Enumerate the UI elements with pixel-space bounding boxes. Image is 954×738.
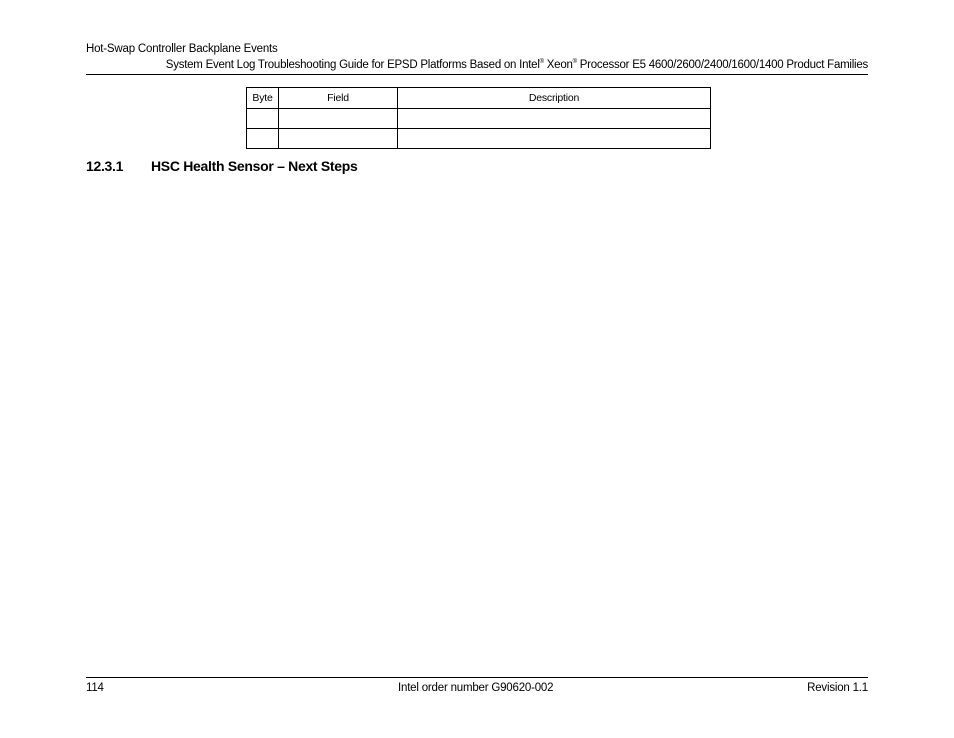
table-cell-field [279, 129, 398, 149]
section-heading [86, 158, 358, 174]
order-number: Intel order number G90620-002 [398, 682, 554, 694]
section-title: HSC Health Sensor – Next Steps [151, 158, 358, 174]
revision-label: Revision 1.1 [807, 682, 868, 694]
page-number: 114 [86, 682, 104, 694]
column-header-field: Field [279, 88, 398, 109]
registered-trademark-mark: ® [539, 59, 544, 65]
running-header-section: Hot-Swap Controller Backplane Events [86, 43, 278, 55]
table-cell-byte [247, 109, 279, 129]
title-part-3: Processor E5 4600/2600/2400/1600/1400 Product Families [576, 59, 868, 71]
table-cell-description [398, 129, 711, 149]
column-header-byte: Byte [247, 88, 279, 109]
table-cell-byte [247, 129, 279, 149]
table-row [247, 129, 711, 149]
event-data-table [246, 87, 711, 149]
title-part-2: Xeon [543, 59, 573, 71]
title-part-1: System Event Log Troubleshooting Guide for EPSD Platforms Based on Intel [165, 59, 540, 71]
table-cell-description [398, 109, 711, 129]
table-header-row [247, 88, 711, 109]
running-header-title [166, 59, 868, 71]
registered-trademark-mark: ® [572, 59, 577, 65]
table-cell-field [279, 109, 398, 129]
footer-rule [86, 677, 868, 678]
section-number: 12.3.1 [86, 158, 124, 174]
table-row [247, 109, 711, 129]
column-header-description: Description [398, 88, 711, 109]
header-rule [86, 74, 868, 75]
